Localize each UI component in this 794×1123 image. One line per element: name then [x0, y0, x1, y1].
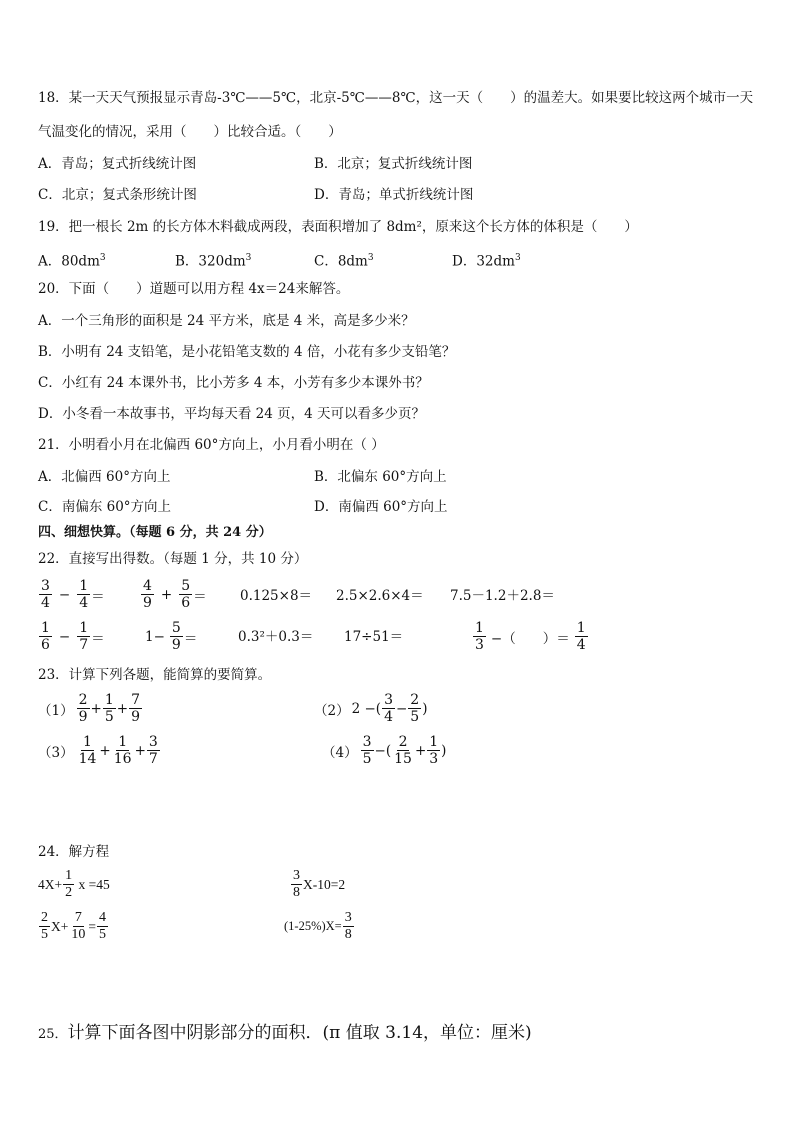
fraction: $\frac{2}{15}$: [394, 734, 412, 767]
q19-option-a: A．$80dm^3$: [38, 253, 106, 270]
q23-problem-4: （4） $\frac{3}{5}$ −( $\frac{2}{15}$ + $\frac{1}{3}$ ): [322, 734, 447, 767]
fraction: $\frac{5}{9}$: [171, 620, 181, 653]
q20-option-d: D．小冬看一本故事书，平均每天看 24 页，4 天可以看多少页？: [38, 406, 425, 422]
fraction: $\frac{7}{9}$: [131, 692, 140, 725]
q19-stem: 19．把一根长 2m 的长方体木料截成两段，表面积增加了 8dm²，原来这个长方体的体积是（ ）: [38, 219, 638, 235]
fraction: $\frac{1}{16}$: [113, 734, 132, 767]
fraction: $\frac{2}{5}$: [41, 910, 48, 942]
fraction: $\frac{1}{7}$: [79, 620, 89, 653]
q21-option-d: D．南偏西 60°方向上: [314, 499, 448, 515]
fraction: $\frac{7}{10}$: [71, 910, 86, 942]
q21-option-b: B．北偏东 60°方向上: [314, 469, 447, 485]
fraction: $\frac{1}{2}$: [65, 868, 73, 900]
fraction: $\frac{3}{5}$: [362, 734, 372, 767]
q22-row1-c: 0.125×8＝: [240, 588, 313, 604]
q22-row2-c: 0.3²＋0.3＝: [238, 629, 314, 645]
q22-row1-b: $\frac{4}{9}$ + $\frac{5}{6}$ ＝: [143, 578, 207, 611]
q24-equation-3: $\frac{2}{5}$ X+ $\frac{7}{10}$ = $\frac{4}{5}$: [41, 910, 106, 942]
fraction: $\frac{2}{9}$: [78, 692, 88, 725]
q23-problem-3: （3） $\frac{1}{14}$ + $\frac{1}{16}$ + $\frac{3}{7}$: [38, 734, 158, 767]
fraction: $\frac{4}{9}$: [143, 578, 152, 611]
q18-line2: 气温变化的情况，采用（ ）比较合适。（ ）: [38, 124, 342, 140]
q22-row2-d: 17÷51＝: [344, 629, 404, 645]
q18-option-d: D．青岛；单式折线统计图: [314, 187, 474, 203]
fraction: $\frac{1}{4}$: [576, 620, 586, 653]
q22-row1-d: 2.5×2.6×4＝: [336, 588, 424, 604]
fraction: $\frac{4}{5}$: [99, 910, 106, 942]
q23-stem: 23．计算下列各题，能简算的要简算。: [38, 667, 272, 683]
q24-equation-4: (1-25%)X= $\frac{3}{8}$: [284, 910, 352, 942]
q20-stem: 20．下面（ ）道题可以用方程 4x＝24来解答。: [38, 281, 350, 297]
q22-row1-e: 7.5－1.2＋2.8＝: [450, 588, 555, 604]
section-4-heading: 四、细想快算。（每题 6 分，共 24 分）: [38, 525, 272, 540]
fraction: $\frac{3}{7}$: [148, 734, 158, 767]
fraction: $\frac{3}{8}$: [344, 910, 352, 942]
q23-problem-1: （1） $\frac{2}{9}$ + $\frac{1}{5}$ + $\frac{7}{9}$: [38, 692, 140, 725]
q21-option-c: C．南偏东 60°方向上: [38, 499, 172, 515]
q18-line1: 18．某一天天气预报显示青岛-3℃——5℃，北京-5℃——8℃，这一天（ ）的温差大。如果要比较这两个城市一天: [38, 90, 754, 106]
q20-option-a: A．一个三角形的面积是 24 平方米，底是 4 米，高是多少米？: [38, 313, 415, 329]
q25-heading: 25．计算下面各图中阴影部分的面积．(π 值取 3.14，单位：厘米): [38, 1023, 532, 1043]
q22-stem: 22．直接写出得数。（每题 1 分，共 10 分）: [38, 551, 308, 567]
fraction: $\frac{5}{6}$: [181, 578, 191, 611]
q22-row2-b: 1− $\frac{5}{9}$ ＝: [145, 620, 198, 653]
q24-stem: 24．解方程: [38, 844, 110, 860]
q18-option-c: C．北京；复式条形统计图: [38, 187, 197, 203]
q21-stem: 21．小明看小月在北偏西 60°方向上，小月看小明在（ ）: [38, 437, 385, 453]
fraction: $\frac{1}{5}$: [104, 692, 114, 725]
q19-option-d: D．$32dm^3$: [452, 253, 521, 270]
q20-option-b: B．小明有 24 支铅笔，是小花铅笔支数的 4 倍，小花有多少支铅笔？: [38, 344, 456, 360]
fraction: $\frac{2}{5}$: [410, 692, 420, 725]
fraction: $\frac{3}{4}$: [41, 578, 50, 611]
q19-option-b: B．$320dm^3$: [175, 253, 252, 270]
fraction: $\frac{3}{4}$: [384, 692, 393, 725]
fraction: $\frac{1}{3}$: [475, 620, 484, 653]
q24-equation-1: 4X+ $\frac{1}{2}$ x =45: [38, 868, 110, 900]
fraction: $\frac{3}{8}$: [293, 868, 300, 900]
q22-row1-a: $\frac{3}{4}$ − $\frac{1}{4}$ ＝: [41, 578, 105, 611]
fraction: $\frac{1}{4}$: [79, 578, 89, 611]
fraction: $\frac{1}{3}$: [429, 734, 439, 767]
fraction: $\frac{1}{6}$: [41, 620, 50, 653]
fraction: $\frac{1}{14}$: [78, 734, 97, 767]
q23-problem-2: （2） 2 −( $\frac{3}{4}$ − $\frac{2}{5}$ ): [314, 692, 428, 725]
q22-row2-a: $\frac{1}{6}$ − $\frac{1}{7}$ ＝: [41, 620, 105, 653]
q18-option-a: A．青岛；复式折线统计图: [38, 156, 197, 172]
q24-equation-2: $\frac{3}{8}$ X-10=2: [293, 868, 346, 900]
q22-row2-e: $\frac{1}{3}$ −（ ）＝ $\frac{1}{4}$: [475, 620, 586, 653]
q19-option-c: C．$8dm^3$: [314, 253, 374, 270]
q21-option-a: A．北偏西 60°方向上: [38, 469, 171, 485]
q20-option-c: C．小红有 24 本课外书，比小芳多 4 本，小芳有多少本课外书？: [38, 375, 429, 391]
q18-option-b: B．北京；复式折线统计图: [314, 156, 473, 172]
